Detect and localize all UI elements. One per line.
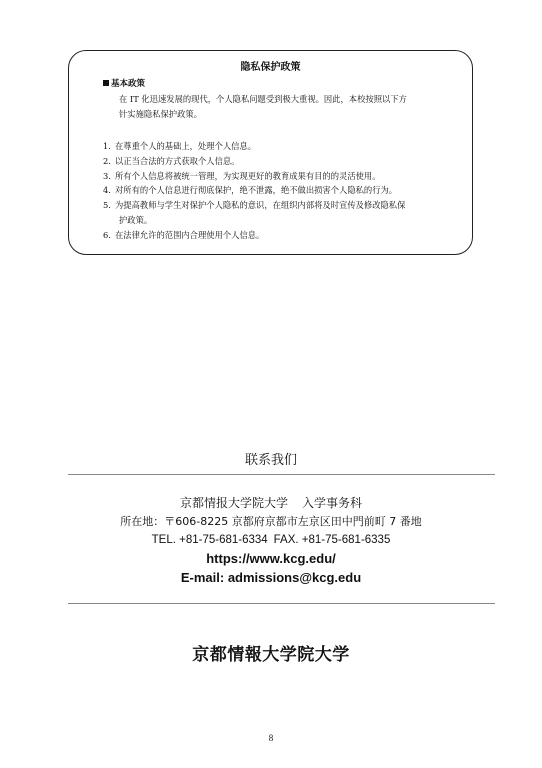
policy-item <box>103 228 463 243</box>
policy-item-text: 在尊重个人的基础上，处理个人信息。 <box>115 141 257 151</box>
policy-item-list <box>103 139 463 243</box>
basic-policy-heading <box>103 77 145 89</box>
divider <box>68 474 495 475</box>
policy-item-text: 以正当合法的方式获取个人信息。 <box>115 155 240 166</box>
privacy-policy-box <box>68 50 473 255</box>
policy-item <box>103 183 463 198</box>
policy-intro-line-1: 在 IT 化迅速发展的现代，个人隐私问题受到极大重视。因此，本校按照以下方 <box>119 94 407 104</box>
admissions-office: 入学事务科 <box>302 496 363 510</box>
page-number: 8 <box>268 733 274 743</box>
policy-item <box>103 154 463 169</box>
school-line <box>0 494 542 512</box>
privacy-policy-title: 隐私保护政策 <box>240 62 301 73</box>
policy-item-number: 1. <box>103 141 111 151</box>
square-bullet-icon <box>103 80 109 86</box>
address: 所在地：〒606-8225 京都府京都市左京区田中門前町 7 番地 <box>120 515 422 528</box>
policy-item-text: 为提高教师与学生对保护个人隐私的意识，在组织内部将及时宣传及修改隐私保 <box>115 200 406 211</box>
tel-number: TEL. +81-75-681-6334 <box>151 534 268 546</box>
policy-item-number: 5. <box>103 200 111 211</box>
fax-number: FAX. +81-75-681-6335 <box>273 534 391 546</box>
policy-intro <box>115 92 460 122</box>
policy-item-number: 6. <box>103 229 111 240</box>
website-link[interactable]: https://www.kcg.edu/ <box>206 551 336 566</box>
policy-item <box>103 169 463 184</box>
policy-item <box>103 198 463 228</box>
policy-item-text: 所有个人信息将被统一管理，为实现更好的教育成果有目的的灵活使用。 <box>115 170 381 181</box>
university-logo-text: 京都情報大学院大学 <box>192 645 350 665</box>
divider <box>68 603 495 604</box>
basic-policy-heading-text: 基本政策 <box>111 79 146 89</box>
policy-item-number: 2. <box>103 155 111 166</box>
contact-title: 联系我们 <box>244 453 297 468</box>
email-link[interactable]: E-mail: admissions@kcg.edu <box>180 570 362 585</box>
policy-item-text-continued: 护政策。 <box>119 214 153 225</box>
policy-item-text: 对所有的个人信息进行彻底保护，绝不泄露，绝不做出损害个人隐私的行为。 <box>115 185 398 196</box>
contact-block <box>0 494 542 587</box>
policy-item-number: 3. <box>103 170 111 181</box>
policy-intro-line-2: 针实施隐私保护政策。 <box>119 109 202 119</box>
policy-item <box>103 139 463 154</box>
policy-item-number: 4. <box>103 185 111 196</box>
school-name: 京都情报大学院大学 <box>179 496 288 510</box>
phone-line <box>0 531 542 549</box>
policy-item-text: 在法律允许的范围内合理使用个人信息。 <box>115 229 265 240</box>
